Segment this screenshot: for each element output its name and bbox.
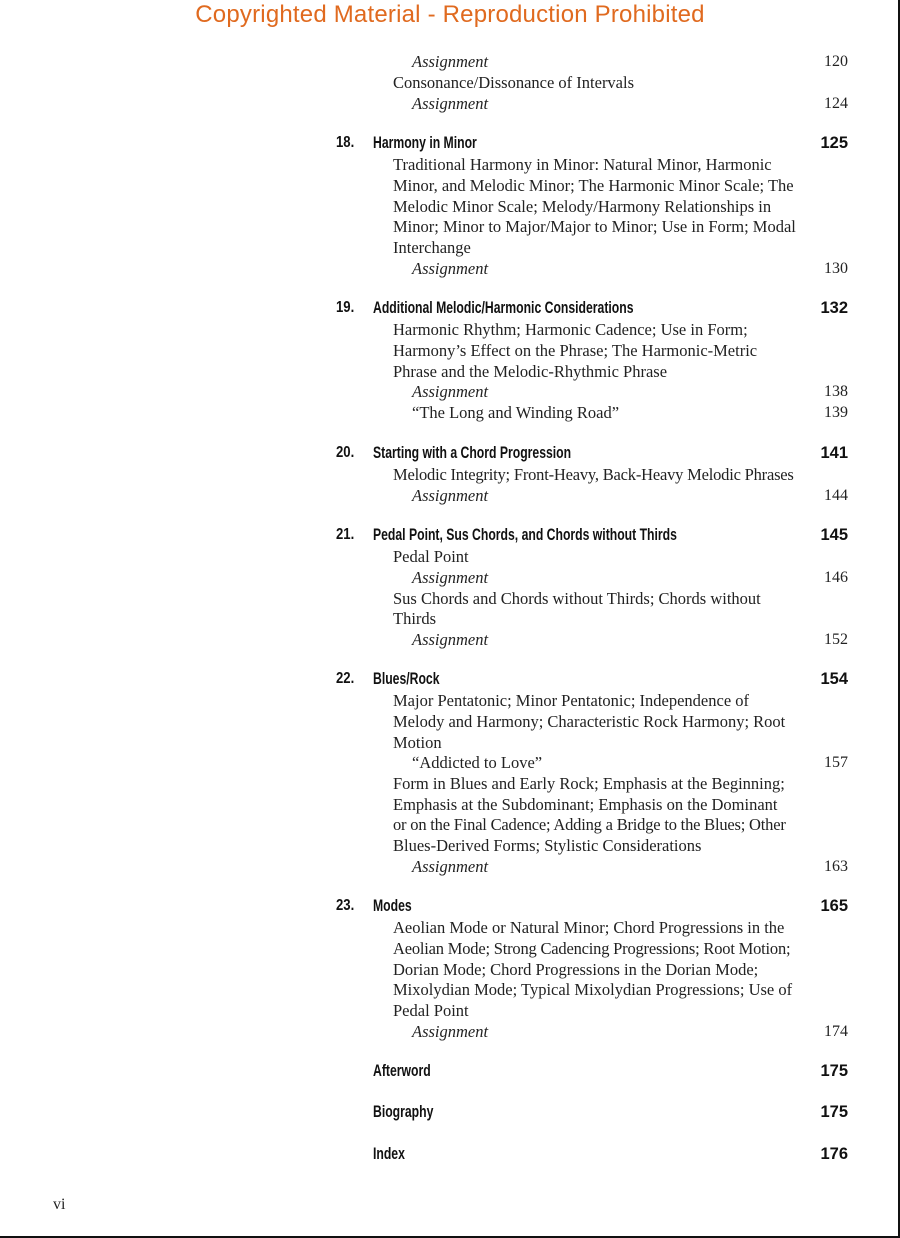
toc-entry-line: Mixolydian Mode; Typical Mixolydian Progressions; Use of bbox=[393, 980, 793, 999]
chapter-page: 125 bbox=[820, 134, 848, 152]
toc-entry-line: Minor, and Melodic Minor; The Harmonic Minor Scale; The bbox=[393, 176, 794, 195]
chapter-page: 145 bbox=[820, 526, 848, 544]
toc-page-number: 163 bbox=[824, 858, 848, 875]
toc-assignment: Assignment bbox=[412, 568, 489, 587]
toc-song-entry: “Addicted to Love” bbox=[412, 753, 543, 772]
index-title: Index bbox=[373, 1145, 405, 1163]
toc-assignment: Assignment bbox=[412, 1022, 489, 1041]
toc-entry-line: Pedal Point bbox=[393, 1001, 469, 1020]
toc-page-number: 157 bbox=[824, 754, 848, 771]
biography-title: Biography bbox=[373, 1103, 434, 1121]
toc-entry-line: Blues-Derived Forms; Stylistic Considerations bbox=[393, 836, 702, 855]
chapter-title: Modes bbox=[373, 897, 412, 915]
toc-page-number: 120 bbox=[824, 53, 848, 70]
toc-page-number: 130 bbox=[824, 260, 848, 277]
toc-entry-line: Form in Blues and Early Rock; Emphasis at the Beginning; bbox=[393, 774, 785, 793]
chapter-title: Blues/Rock bbox=[373, 670, 440, 688]
toc-page-number: 174 bbox=[824, 1023, 848, 1040]
chapter-number: 19. bbox=[336, 299, 355, 316]
chapter-page: 154 bbox=[820, 670, 848, 688]
chapter-title: Starting with a Chord Progression bbox=[373, 444, 572, 462]
toc-entry-line: or on the Final Cadence; Adding a Bridge to the Blues; Other bbox=[393, 815, 786, 834]
toc-entry-line: Aeolian Mode or Natural Minor; Chord Progressions in the bbox=[393, 918, 785, 937]
afterword-title: Afterword bbox=[373, 1062, 431, 1080]
toc-entry-line: Interchange bbox=[393, 238, 471, 257]
toc-assignment: Assignment bbox=[412, 857, 489, 876]
toc-entry-line: Motion bbox=[393, 733, 442, 752]
toc-assignment: Assignment bbox=[412, 52, 489, 71]
toc-entry-line: Sus Chords and Chords without Thirds; Chords without bbox=[393, 589, 761, 608]
toc-entry-line: Phrase and the Melodic-Rhythmic Phrase bbox=[393, 362, 668, 381]
toc-page-number: 124 bbox=[824, 95, 848, 112]
toc-assignment: Assignment bbox=[412, 486, 489, 505]
toc-page-number: 146 bbox=[824, 569, 848, 586]
folio-page-number: vi bbox=[53, 1196, 66, 1213]
toc-assignment: Assignment bbox=[412, 630, 489, 649]
chapter-number: 18. bbox=[336, 134, 355, 151]
toc-entry-line: Minor; Minor to Major/Major to Minor; Use in Form; Modal bbox=[393, 217, 796, 236]
toc-entry: Pedal Point bbox=[393, 547, 469, 566]
toc-assignment: Assignment bbox=[412, 382, 489, 401]
toc-entry-line: Thirds bbox=[393, 609, 437, 628]
afterword-page: 175 bbox=[820, 1062, 848, 1080]
chapter-number: 23. bbox=[336, 897, 355, 914]
toc-assignment: Assignment bbox=[412, 94, 489, 113]
toc-page-number: 139 bbox=[824, 404, 848, 421]
chapter-page: 165 bbox=[820, 897, 848, 915]
toc-entry-line: Emphasis at the Subdominant; Emphasis on the Dominant bbox=[393, 795, 778, 814]
copyright-banner: Copyrighted Material - Reproduction Prohibited bbox=[195, 1, 705, 28]
toc-assignment: Assignment bbox=[412, 259, 489, 278]
toc-song-entry: “The Long and Winding Road” bbox=[412, 403, 620, 422]
chapter-title: Harmony in Minor bbox=[373, 134, 477, 152]
toc-entry: Consonance/Dissonance of Intervals bbox=[393, 73, 635, 92]
toc-entry-line: Major Pentatonic; Minor Pentatonic; Independence of bbox=[393, 691, 750, 710]
toc-page-number: 138 bbox=[824, 383, 848, 400]
index-page: 176 bbox=[820, 1145, 848, 1163]
toc-entry-line: Dorian Mode; Chord Progressions in the Dorian Mode; bbox=[393, 960, 759, 979]
biography-page: 175 bbox=[820, 1103, 848, 1121]
toc-entry-line: Aeolian Mode; Strong Cadencing Progressions; Root Motion; bbox=[393, 939, 791, 958]
chapter-number: 21. bbox=[336, 526, 355, 543]
toc-page-number: 144 bbox=[824, 487, 848, 504]
toc-entry-line: Melodic Minor Scale; Melody/Harmony Relationships in bbox=[393, 197, 772, 216]
chapter-title: Pedal Point, Sus Chords, and Chords without Thirds bbox=[373, 526, 677, 544]
toc-entry-line: Harmony’s Effect on the Phrase; The Harmonic-Metric bbox=[393, 341, 758, 360]
chapter-page: 141 bbox=[820, 444, 848, 462]
chapter-number: 20. bbox=[336, 444, 355, 461]
toc-page-number: 152 bbox=[824, 631, 848, 648]
toc-entry-line: Melodic Integrity; Front-Heavy, Back-Heavy Melodic Phrases bbox=[393, 465, 794, 484]
chapter-page: 132 bbox=[820, 299, 848, 317]
chapter-number: 22. bbox=[336, 670, 355, 687]
toc-entry-line: Harmonic Rhythm; Harmonic Cadence; Use in Form; bbox=[393, 320, 748, 339]
chapter-title: Additional Melodic/Harmonic Considerations bbox=[373, 299, 634, 317]
toc-entry-line: Melody and Harmony; Characteristic Rock Harmony; Root bbox=[393, 712, 786, 731]
toc-entry-line: Traditional Harmony in Minor: Natural Minor, Harmonic bbox=[393, 155, 772, 174]
